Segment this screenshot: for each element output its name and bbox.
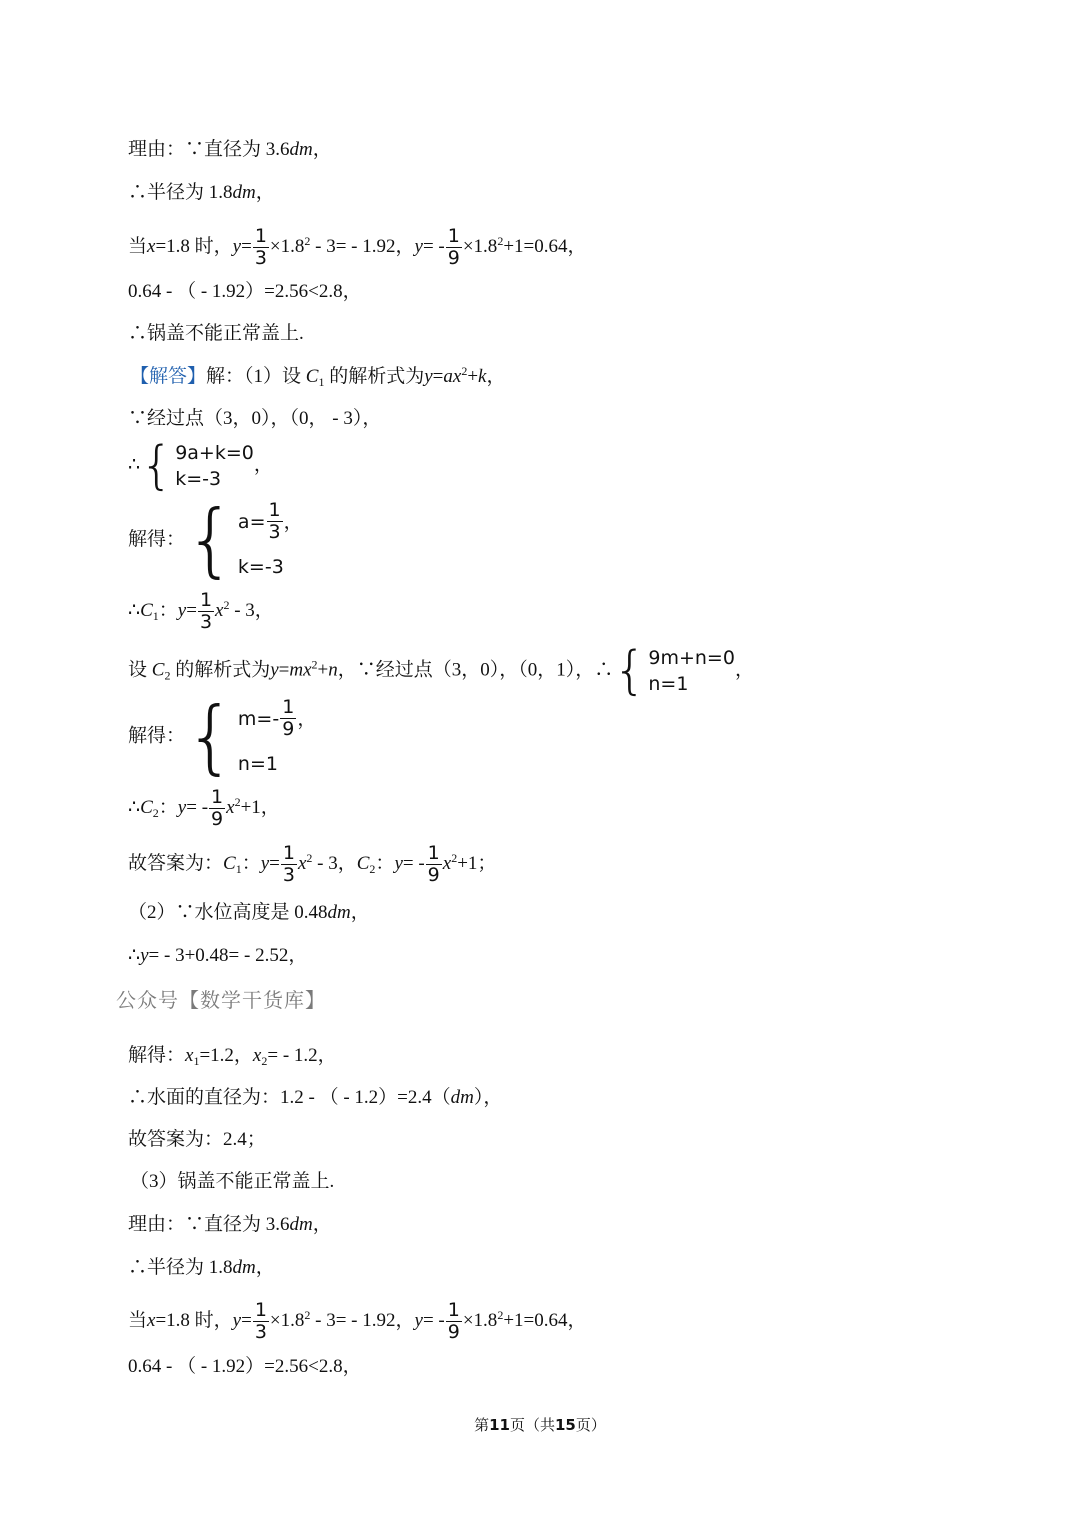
- page-number: 11: [489, 1416, 510, 1434]
- answer-part-1: 故答案为：$C_1$：y= $\frac{1}{3}$ $x^2 - 3$，$C_2$：y= - $\frac{1}{9}$ $x^2+1$；: [128, 842, 497, 886]
- page-footer: 第11页（共15页）: [474, 1416, 606, 1434]
- solution-c2: 解得： { m=- $\frac{1}{9}$ ， n=1: [128, 690, 317, 783]
- part-2-start: （2）∵水位高度是 0.48dm，: [128, 902, 370, 923]
- answer-tag: 【解答】: [130, 366, 207, 387]
- compare-line-2: 0.64 - （ - 1.92）=2.56<2.8，: [128, 1356, 362, 1377]
- diameter-line: ∴水面的直径为：1.2 - （ - 1.2）=2.4（dm），: [128, 1087, 503, 1108]
- calc-line-1: 当x=1.8 时，y= $\frac{1}{3}$ $\times 1.8^2 - 3= - 1.92$，y= - $\frac{1}{9}$ $\times 1.8^2+1=0.64$，: [128, 225, 587, 269]
- system-c1: ∴ { 9a+k=0 k=-3 ，: [128, 436, 273, 496]
- answer-part-2: 故答案为：2.4；: [128, 1129, 266, 1150]
- roots-line: 解得：$x_1=1.2$，$x_2= - 1.2$，: [128, 1045, 337, 1068]
- c1-result: $\therefore C_1$：y= $\frac{1}{3}$ $x^2 - 3$，: [128, 589, 274, 633]
- watermark: 公众号【数学干货库】: [116, 988, 326, 1012]
- page-total: 15: [555, 1416, 576, 1434]
- radius-line-1: ∴半径为 1.8dm，: [128, 182, 275, 203]
- compare-line-1: 0.64 - （ - 1.92）=2.56<2.8，: [128, 281, 362, 302]
- conclusion-line-1: ∴锅盖不能正常盖上.: [128, 323, 304, 344]
- c2-setup: 设 $C_2$ 的解析式为$y=mx^2+n$，∵经过点（3，0），（0，1），∴ { 9m+n=0 n=1 ，: [128, 641, 754, 701]
- points-line-1: ∵经过点（3，0），（0， - 3），: [128, 408, 382, 429]
- reason-line-2: 理由：∵直径为 3.6dm，: [128, 1214, 332, 1235]
- part-3-start: （3）锅盖不能正常盖上.: [130, 1171, 335, 1192]
- radius-line-2: ∴半径为 1.8dm，: [128, 1257, 275, 1278]
- y-value-line: ∴y= - 3+0.48= - 2.52，: [128, 945, 308, 966]
- reason-line-1: 理由：∵直径为 3.6dm，: [128, 139, 332, 160]
- answer-start-line: 【解答】解：（1）设 $C_1$ 的解析式为$y=ax^2+k$，: [130, 364, 506, 389]
- solution-c1: 解得： { a= $\frac{1}{3}$ ， k=-3: [128, 493, 303, 586]
- fraction-one-third: $\frac{1}{3}$: [254, 225, 267, 269]
- calc-line-2: 当x=1.8 时，y= $\frac{1}{3}$ $\times 1.8^2 - 3= - 1.92$，y= - $\frac{1}{9}$ $\times 1.8^2+1=0.64$，: [128, 1299, 587, 1343]
- c2-result: $\therefore C_2$：y= - $\frac{1}{9}$ $x^2+1$，: [128, 786, 280, 830]
- fraction-one-ninth: $\frac{1}{9}$: [447, 225, 460, 269]
